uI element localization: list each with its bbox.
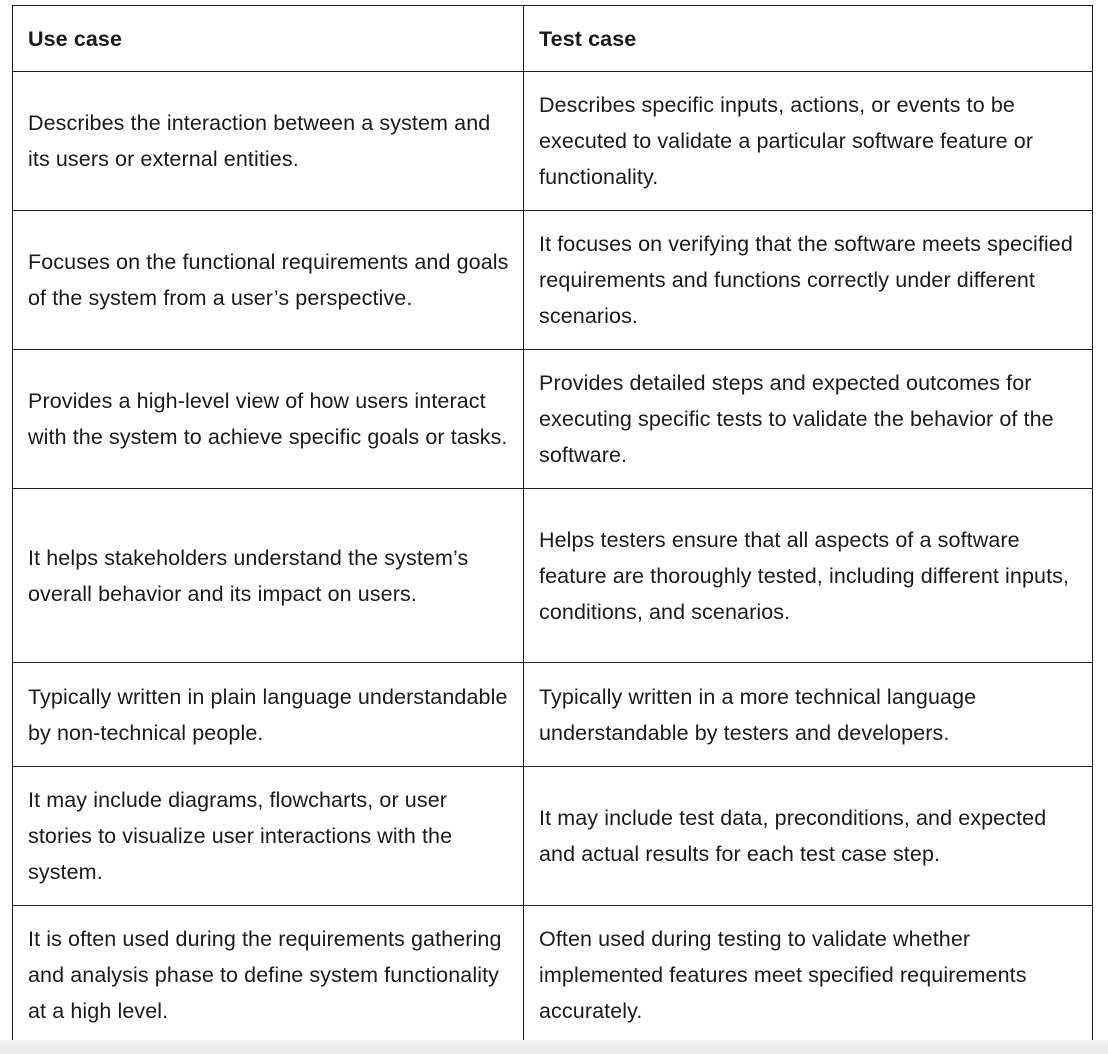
test-case-cell: Helps testers ensure that all aspects of a software feature are thoroughly tested, including different inputs, conditions, and scenarios. [524, 489, 1093, 663]
table-row [13, 211, 1093, 350]
header-test-case: Test case [524, 6, 1093, 72]
test-case-cell: Often used during testing to validate whether implemented features meet specified requirements accurately. [524, 906, 1093, 1045]
table-row [13, 663, 1093, 767]
use-case-cell: Typically written in plain language understandable by non-technical people. [13, 663, 524, 767]
test-case-cell: It focuses on verifying that the software meets specified requirements and functions correctly under different scenarios. [524, 211, 1093, 350]
table-row [13, 72, 1093, 211]
use-case-cell: Focuses on the functional requirements and goals of the system from a user’s perspective. [13, 211, 524, 350]
table-row [13, 350, 1093, 489]
test-case-cell: Provides detailed steps and expected outcomes for executing specific tests to validate the behavior of the software. [524, 350, 1093, 489]
use-case-cell: Provides a high-level view of how users interact with the system to achieve specific goals or tasks. [13, 350, 524, 489]
use-case-cell: It is often used during the requirements gathering and analysis phase to define system functionality at a high level. [13, 906, 524, 1045]
test-case-cell: Typically written in a more technical language understandable by testers and developers. [524, 663, 1093, 767]
use-case-cell: Describes the interaction between a system and its users or external entities. [13, 72, 524, 211]
test-case-cell: It may include test data, preconditions, and expected and actual results for each test case step. [524, 767, 1093, 906]
table-row [13, 767, 1093, 906]
table-header-row [13, 6, 1093, 72]
comparison-table [12, 5, 1093, 1045]
table-row [13, 906, 1093, 1045]
test-case-cell: Describes specific inputs, actions, or events to be executed to validate a particular software feature or functionality. [524, 72, 1093, 211]
bottom-edge-shadow [0, 1040, 1108, 1054]
header-use-case: Use case [13, 6, 524, 72]
use-case-cell: It may include diagrams, flowcharts, or user stories to visualize user interactions with the system. [13, 767, 524, 906]
table-row [13, 489, 1093, 663]
use-case-cell: It helps stakeholders understand the system’s overall behavior and its impact on users. [13, 489, 524, 663]
